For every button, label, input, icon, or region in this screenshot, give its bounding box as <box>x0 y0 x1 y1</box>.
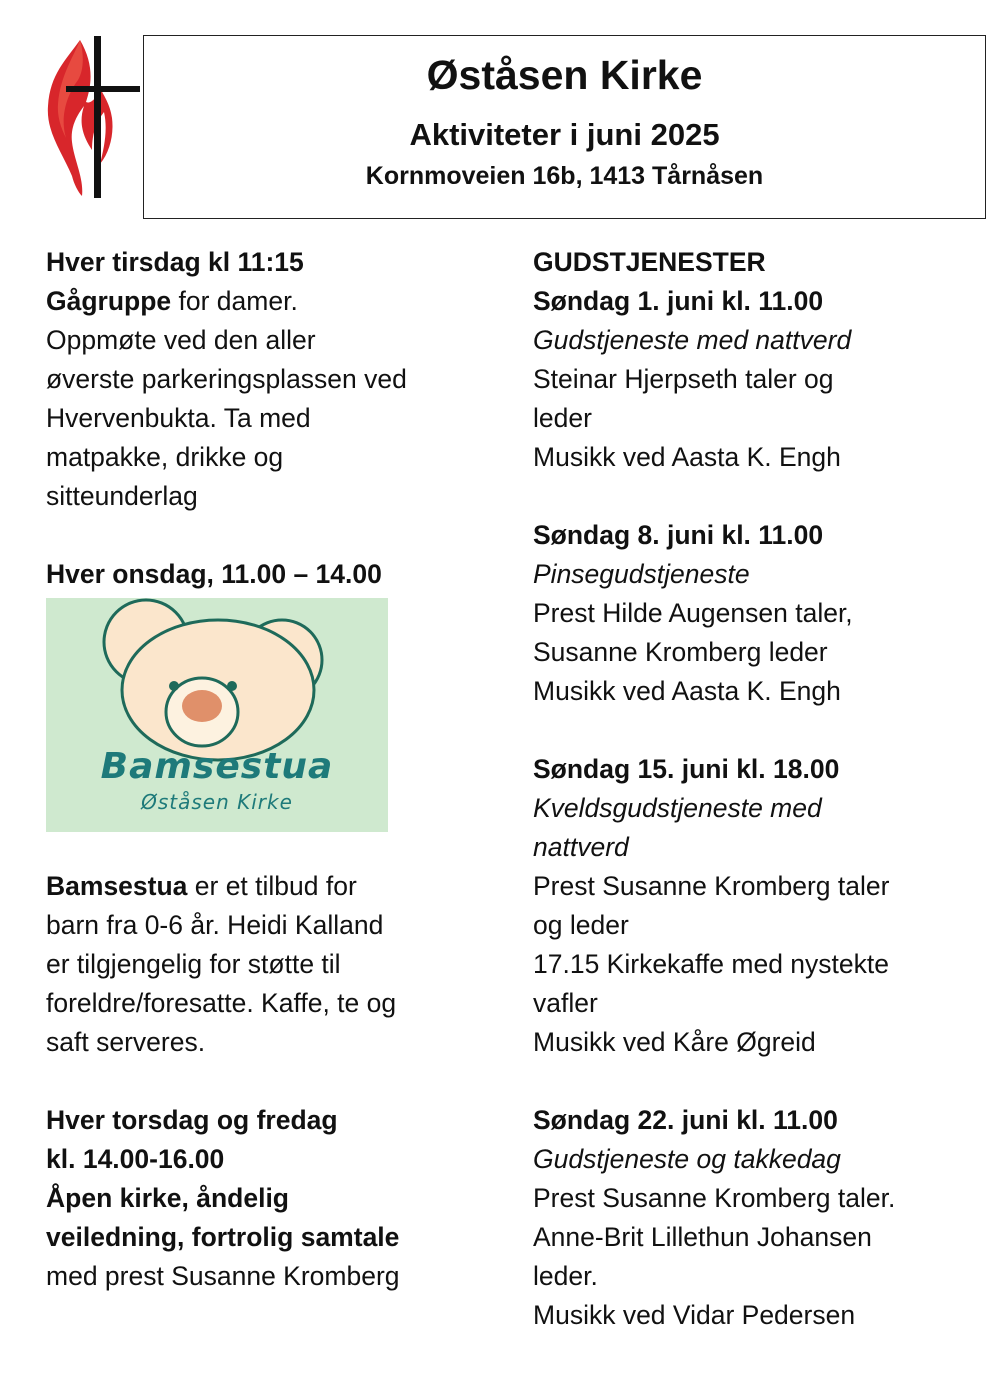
bamsestua-line: foreldre/foresatte. Kaffe, te og <box>46 988 397 1018</box>
service-line: Susanne Kromberg leder <box>533 637 828 667</box>
thufri-activity: Åpen kirke, åndelig <box>46 1183 289 1213</box>
service-line: leder <box>533 403 592 433</box>
header-box <box>143 35 986 219</box>
right-column <box>533 243 973 1335</box>
page-subtitle: Aktiviteter i juni 2025 <box>409 117 720 152</box>
service-line: Prest Susanne Kromberg taler. <box>533 1183 896 1213</box>
service-title: Gudstjeneste og takkedag <box>533 1144 841 1174</box>
thufri-line: med prest Susanne Kromberg <box>46 1261 400 1291</box>
service-line: Musikk ved Kåre Øgreid <box>533 1027 816 1057</box>
tuesday-heading: Hver tirsdag kl 11:15 <box>46 247 304 277</box>
cross-flame-logo-icon <box>44 34 144 200</box>
service-line: Musikk ved Aasta K. Engh <box>533 442 841 472</box>
service-date: Søndag 22. juni kl. 11.00 <box>533 1105 838 1135</box>
service-line: Prest Susanne Kromberg taler <box>533 871 890 901</box>
services-heading: GUDSTJENESTER <box>533 247 766 277</box>
service-line: og leder <box>533 910 629 940</box>
bamsestua-logo <box>46 598 388 832</box>
tuesday-activity: Gågruppe <box>46 286 172 316</box>
bamsestua-intro <box>46 867 476 906</box>
bamsestua-line: er tilgjengelig for støtte til <box>46 949 341 979</box>
thufri-time: kl. 14.00-16.00 <box>46 1144 225 1174</box>
service-title: Pinsegudstjeneste <box>533 559 750 589</box>
tuesday-intro-rest: for damer. <box>171 286 298 316</box>
service-title: Kveldsgudstjeneste med <box>533 793 822 823</box>
service-line: 17.15 Kirkekaffe med nystekte <box>533 949 889 979</box>
bamsestua-line: saft serveres. <box>46 1027 206 1057</box>
bamsestua-intro-rest: er et tilbud for <box>187 871 357 901</box>
service-date: Søndag 1. juni kl. 11.00 <box>533 286 824 316</box>
service-line: Steinar Hjerpseth taler og <box>533 364 834 394</box>
service-title: Gudstjeneste med nattverd <box>533 325 852 355</box>
address: Kornmoveien 16b, 1413 Tårnåsen <box>365 162 764 190</box>
service-line: Musikk ved Vidar Pedersen <box>533 1300 856 1330</box>
tuesday-line: øverste parkeringsplassen ved <box>46 364 407 394</box>
service-line: Prest Hilde Augensen taler, <box>533 598 853 628</box>
bamsestua-logo-sub: Øståsen Kirke <box>141 790 293 814</box>
thufri-heading: Hver torsdag og fredag <box>46 1105 338 1135</box>
service-line: vafler <box>533 988 598 1018</box>
tuesday-line: Oppmøte ved den aller <box>46 325 316 355</box>
thufri-activity: veiledning, fortrolig samtale <box>46 1222 400 1252</box>
service-date: Søndag 8. juni kl. 11.00 <box>533 520 824 550</box>
tuesday-line: matpakke, drikke og <box>46 442 284 472</box>
tuesday-intro <box>46 282 476 321</box>
tuesday-line: sitteunderlag <box>46 481 198 511</box>
wednesday-heading: Hver onsdag, 11.00 – 14.00 <box>46 559 382 589</box>
service-title: nattverd <box>533 832 629 862</box>
service-date: Søndag 15. juni kl. 18.00 <box>533 754 840 784</box>
service-line: leder. <box>533 1261 598 1291</box>
bamsestua-logo-name: Bamsestua <box>100 746 334 787</box>
bamsestua-line: barn fra 0-6 år. Heidi Kalland <box>46 910 384 940</box>
page-title: Øståsen Kirke <box>426 52 703 98</box>
bamsestua-name: Bamsestua <box>46 871 188 901</box>
service-line: Anne-Brit Lillethun Johansen <box>533 1222 872 1252</box>
service-line: Musikk ved Aasta K. Engh <box>533 676 841 706</box>
tuesday-line: Hvervenbukta. Ta med <box>46 403 311 433</box>
